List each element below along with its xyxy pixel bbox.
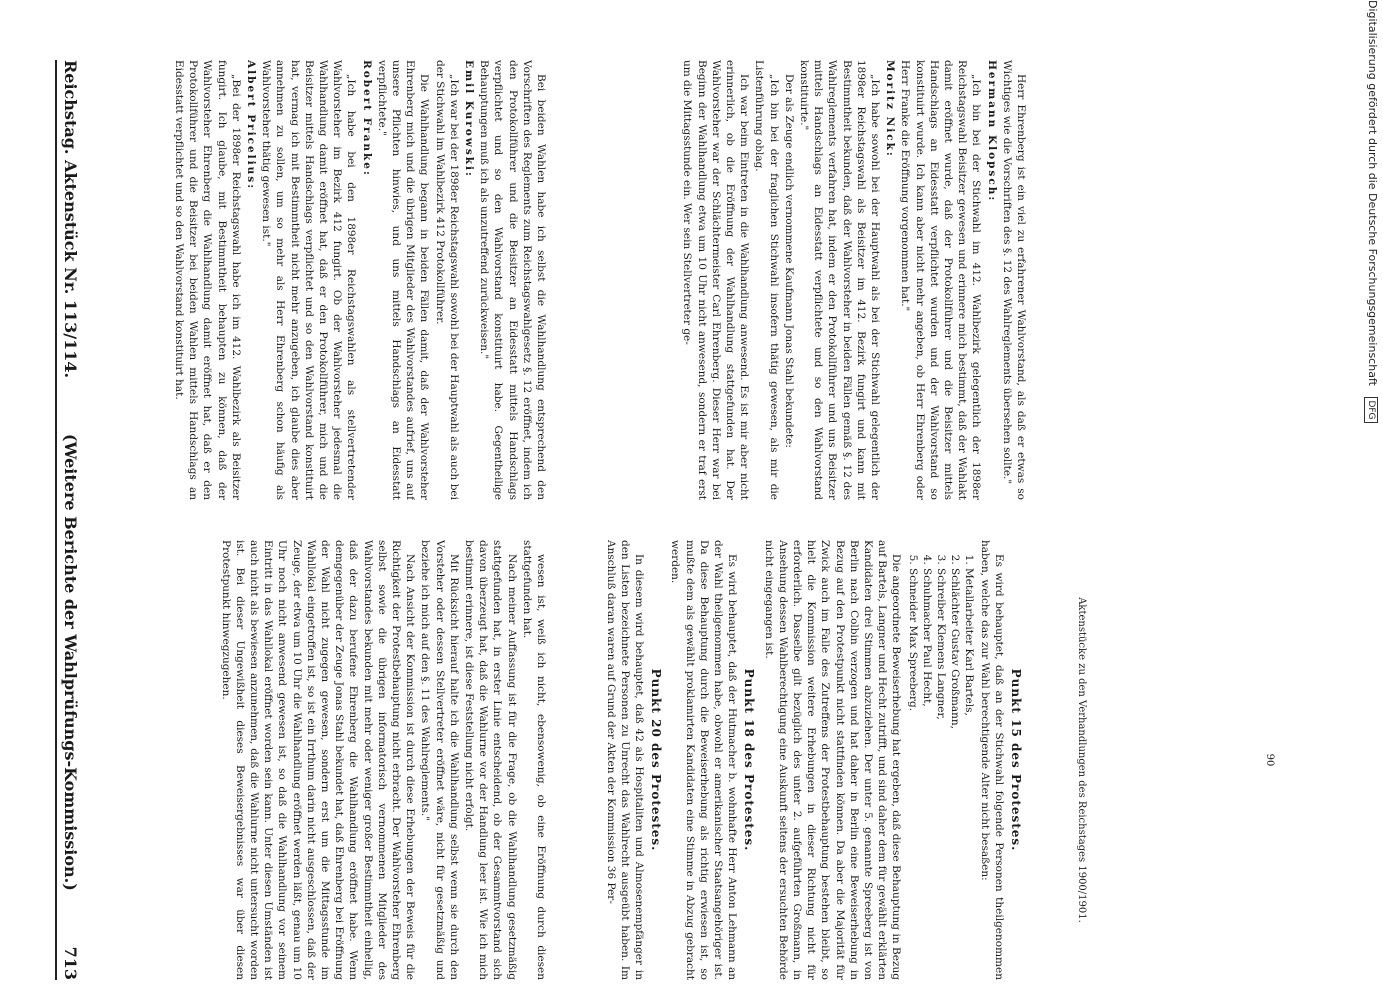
dfg-logo: DFG (1364, 397, 1378, 422)
paragraph: „Ich habe bei den 1898er Reichstagswahlen als stellvertretender Wahlvorsteher im Bezirk 412 fungirt. Ob der Wahlvorsteher jedesmal die Wahlhandlung damit eröffnet hat, daß er den Protokollführer, mich und die Beisitzer mittels Handschlags verpflichtet und so den Wahlvorstand konstituirt hat, vermag ich mit Bestimmtheit nicht mehr anzugeben, ich glaube dies aber annehmen zu sollen, um so mehr als Herr Ehrenberg schon häufig als Wahlvorsteher thätig gewesen ist." (260, 60, 358, 500)
speaker-name: Emil Kurowski: (462, 60, 475, 178)
digitization-note-text: Digitalisierung gefördert durch die Deutsche Forschungsgemeinschaft (1366, 0, 1379, 386)
paragraph: Nach Ansicht der Kommission ist durch diese Erhebungen der Beweis für die Richtigkeit der Protestbehauptung nicht erbracht. Der Wahlvorsteher Ehrenberg selbst sowie die übrigen informatorisch vernommenen Mitglieder des Wahlvorstandes bekunden mit mehr oder weniger großer Bestimmtheit einhellig, daß der dazu berufene Ehrenberg die Wahlhandlung eröffnet habe. Wenn demgegenüber der Zeuge Jonas Stahl bekundet hat, daß Ehrenberg bei Eröffnung der Wahl nicht zugegen gewesen, sondern erst um die Mittagsstunde im Wahllokal eingetroffen ist, so ist ein Irrthum darin nicht ausgeschlossen, daß der Zeuge, der etwa um 10 Uhr die Wahlhandlung eröffnet werden läßt, genau um 10 Uhr noch nicht anwesend gewesen ist, so daß die Wahlhandlung vor seinem Eintritt in das Wahllokal eröffnet worden sein kann. Unter diesen Umständen ist auch nicht als bewiesen anzunehmen, daß die Wahlurne nicht untersucht worden ist. Bei dieser Ungewißheit dieses Beweisergebnisses war über diesen Protestpunkt hinwegzugehen. (219, 540, 417, 980)
section-heading: Punkt 18 des Protestes. (742, 668, 757, 852)
speaker-name: Robert Franke: (360, 60, 373, 177)
paragraph: „Ich bin bei der fraglichen Stichwahl insofern thätig gewesen, als mir die Listenführung oblag. (753, 60, 780, 500)
column-left-top (98, 60, 548, 500)
paragraph: Der als Zeuge endlich vernommene Kaufmann Jonas Stahl bekundete: (782, 74, 795, 448)
speaker-name: Albert Pricelius: (244, 60, 257, 191)
paragraph: Herr Ehrenberg ist ein viel zu erfahrener Wahlvorstand, als daß er etwas so Wichtiges wie die Vorschriften des §. 12 des Wahlreglements übersehen sollte." (1000, 60, 1027, 500)
column-right-bottom (553, 540, 1028, 980)
person-list (905, 568, 976, 980)
footer-source-line: Aktenstücke zu den Verhandlungen des Reichstages 1900/1901. (1076, 597, 1087, 923)
paragraph: Mit Rücksicht hierauf halte ich die Wahlhandlung selbst wenn sie durch den Vorsteher oder dessen Stellvertreter eröffnet wäre, nicht für gesetzmäßig und beziehe ich mich auf den §. 11 des Wahlreglements." (419, 540, 460, 980)
list-item: 1. Metallarbeiter Karl Bartels, (962, 568, 976, 980)
paragraph: Die Wahlhandlung begann in beiden Fällen damit, daß der Wahlvorsteher Ehrenberg mich und die übrigen Mitglieder des Wahlvorstandes aufrief, uns auf unsere Pflichten hinwies, und uns mittels Handschlags an Eidesstatt verpflichtete." (375, 60, 431, 500)
page-header (55, 60, 93, 980)
header-left: Reichstag. Aktenstück Nr. 113/114. (61, 60, 80, 379)
paragraph: Es wird behauptet, daß der Hutmacher b. wohnhafte Herr Anton Lehmann an der Wahl theilgenommen habe, obwohl er amerikanischer Staatsangehöriger ist. Da diese Behauptung durch die Beweiserhebung als richtig erwiesen ist, so mußte dem als gewählt proklamirten Kandidaten eine Stimme in Abzug gebracht werden. (669, 540, 739, 980)
paragraph: Es wird behauptet, daß an der Stichwahl folgende Personen theilgenommen haben, welche das zur Wahl berechtigende Alter nicht besaßen: (978, 540, 1005, 980)
speaker-name: Moritz Nick: (884, 60, 897, 158)
section-heading: Punkt 15 des Protestes. (1009, 668, 1023, 852)
footer-page-number: 90 (1264, 753, 1275, 767)
paragraph: Die angeordnete Beweiserhebung hat ergeben, daß diese Behauptung in Bezug auf Bartels, Langner und Hecht zutrifft, und sind daher dem für gewählt erklärten Kandidaten drei Stimmen abzuziehen. Der unter 5. genannte Spreeberg ist von Berlin nach Colbin verzogen und hat daher in Berlin eine Beweiserhebung in Bezug auf den Protestpunkt nicht stattfinden können. Da aber die Majorität für Zwick auch im Falle des Zutreffens der Protestbehauptung bestehen bleibt, so hielt die Kommission weitere Erhebungen in dieser Richtung nicht für erforderlich. Dasselbe gilt bezüglich des unter 2. aufgeführten Großmann, in Ansehung dessen Wahlberechtigung eine Auskunft seitens der ersuchten Behörde nicht eingegangen ist. (762, 540, 903, 980)
paragraph: Nach meiner Auffassung ist für die Frage, ob die Wahlhandlung gesetzmäßig stattgefunden hat, in erster Linie entscheidend, ob der Gesammtvorstand sich davon überzeugt hat, daß die Wahlurne vor der Handlung leer ist. Wie ich mich bestimmt erinnere, ist diese Feststellung nicht erfolgt. (462, 540, 518, 980)
paragraph: Ich war beim Eintreten in die Wahlhandlung anwesend. Es ist mir aber nicht erinnerlich, ob die Eröffnung der Wahlhandlung stattgefunden hat. Der Wahlvorsteher war der Schlächtermeister Carl Ehrenberg. Dieser Herr war bei Beginn der Wahlhandlung etwa um 10 Uhr nicht anwesend, sondern er traf erst um die Mittagsstunde ein. Wer sein Stellvertreter ge- (681, 60, 751, 500)
page-number: 713 (61, 946, 80, 980)
speaker-name: Hermann Klopsch: (985, 60, 998, 203)
list-item: 2. Schlächter Gustav Großmann, (948, 568, 962, 980)
list-item: 4. Schuhmacher Paul Hecht, (920, 568, 934, 980)
list-item: 5. Schneider Max Spreeberg. (905, 568, 919, 980)
digitization-note (1361, 0, 1383, 1000)
paragraph: „Ich habe sowohl bei der Hauptwahl als bei der Stichwahl gelegentlich der 1898er Reichstagswahl als Beisitzer im 412. Bezirk fungirt und kann mit Bestimmtheit bekunden, daß der Wahlvorsteher in beiden Fällen gemäß §. 12 des Wahlreglements verfahren hat, indem er den Protokollführer und uns Beisitzer mittels Handschlags an Eidesstatt verpflichtete und so den Wahlvorstand konstituirte." (797, 60, 881, 500)
column-right-top (98, 540, 548, 980)
column-left-bottom (553, 60, 1028, 500)
paragraph: In diesem wird behauptet, daß 42 als Hospitaliten und Almosenempfänger in den Listen bezeichnete Personen zu Unrecht das Wahlrecht ausgeübt haben. Im Anschluß daran waren auf Grund der Akten der Kommission 36 Per- (604, 540, 645, 980)
section-heading: Punkt 20 des Protestes. (649, 668, 664, 852)
list-item: 3. Schreiber Klemens Langner, (934, 568, 948, 980)
paragraph: „Ich war bei der 1898er Reichstagswahl sowohl bei der Hauptwahl als auch bei der Stichwahl im Wahlbezirk 412 Protokollführer. (433, 60, 460, 500)
paragraph: Bei beiden Wahlen habe ich selbst die Wahlhandlung entsprechend den Vorschriften des Reglements zum Reichstagswahlgesetz §. 12 eröffnet, indem ich den Protokollführer und die Beisitzer an Eidesstatt mittels Handschlags verpflichtet und so den Wahlvorstand konstituirt habe. Gegentheilige Behauptungen muß ich als unzutreffend zurückweisen." (478, 60, 547, 500)
header-center: (Weitere Berichte der Wahlprüfungs-Kommission.) (61, 433, 80, 891)
paragraph: „Bei der 1898er Reichstagswahl habe ich im 412. Wahlbezirk als Beisitzer fungirt. Ich glaube, mit Bestimmtheit behaupten zu können, daß der Wahlvorsteher Ehrenberg die Wahlhandlung damit eröffnet hat, daß er den Protokollführer und die Beisitzer bei beiden Wahlen mittels Handschlags an Eidesstatt verpflichtet und so den Wahlvorstand konstituirt hat. (172, 60, 242, 500)
paragraph: „Ich bin bei der Stichwahl im 412. Wahlbezirk gelegentlich der 1898er Reichstagswahl Beisitzer gewesen und erinnere mich bestimmt, daß der Wahlakt damit eröffnet wurde, daß der Protokollführer und die Beisitzer mittels Handschlags an Eidesstatt verpflichtet wurden und der Wahlvorstand so konstituirt wurde. Ich kann aber nicht mehr angeben, ob Herr Ehrenberg oder Herr Franke die Eröffnung vorgenommen hat." (899, 60, 983, 500)
paragraph: wesen ist, weiß ich nicht, ebensowenig, ob eine Eröffnung durch diesen stattgefunden hat. (520, 540, 547, 980)
